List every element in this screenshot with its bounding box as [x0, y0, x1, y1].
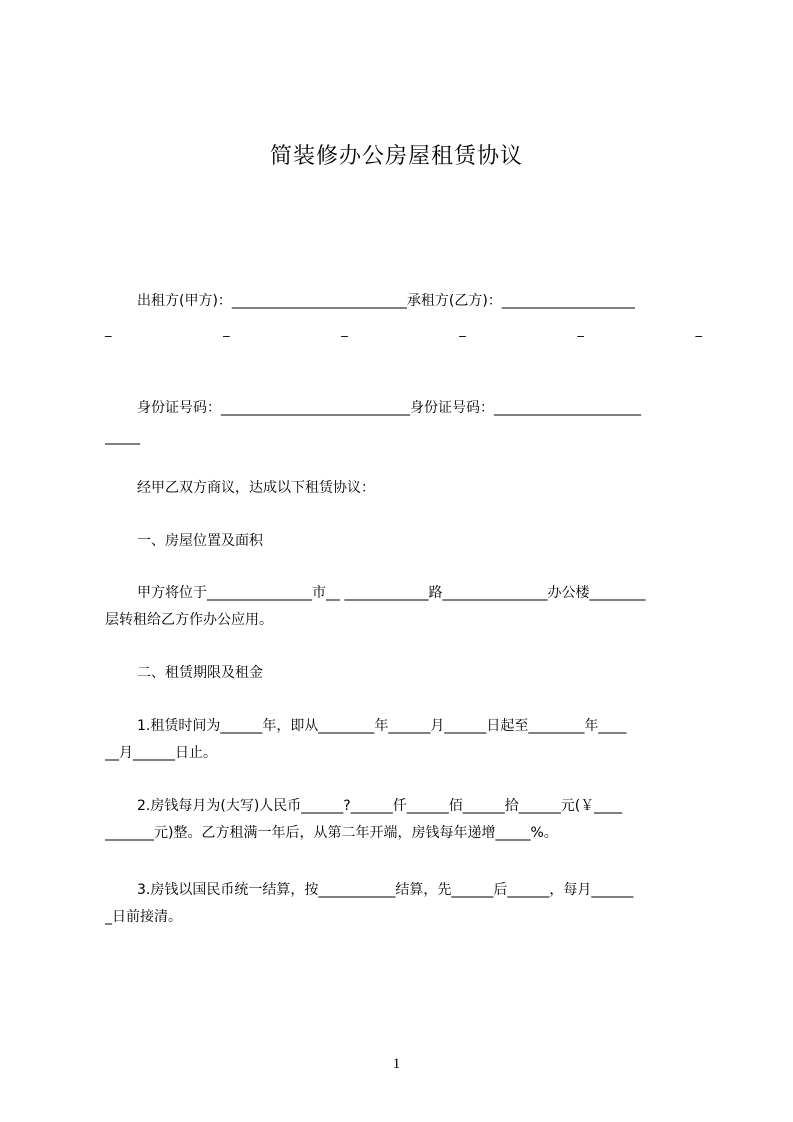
intro-paragraph: 经甲乙双方商议，达成以下租赁协议：	[137, 480, 375, 496]
page-number: 1	[392, 1056, 401, 1072]
settlement-line-1: 3.房钱以国民币统一结算，按___________结算，先______后______，每月______	[137, 882, 634, 898]
dash-mark: _	[341, 323, 348, 338]
dash-mark: _	[459, 323, 466, 338]
rent-amount-line-1: 2.房钱每月为(大写)人民币______?______仟______佰______拾______元(￥____	[137, 798, 623, 814]
dash-row	[105, 321, 702, 341]
section-heading-location: 一、房屋位置及面积	[137, 533, 263, 549]
dash-mark: _	[695, 323, 702, 338]
location-line-1: 甲方将位于_______________市__ ____________路_______________办公楼________	[137, 585, 646, 601]
parties-line: 出租方(甲方)：_________________________承租方(乙方)：___________________	[137, 293, 635, 309]
document-title: 简装修办公房屋租赁协议	[269, 144, 523, 169]
lease-term-line-1: 1.租赁时间为______年，即从________年______月______日起至________年____	[137, 718, 627, 734]
location-line-2: 层转租给乙方作办公应用。	[105, 612, 273, 628]
id-number-line: 身份证号码：___________________________身份证号码：_____________________	[137, 400, 641, 416]
lease-term-line-2: __月______日止。	[105, 745, 217, 761]
id-number-continuation: _____	[105, 429, 140, 445]
settlement-line-2: _日前接清。	[105, 909, 182, 925]
dash-mark: _	[577, 323, 584, 338]
rent-amount-line-2: _______元)整。乙方租满一年后，从第二年开端，房钱每年递增_____%。	[105, 825, 558, 841]
dash-mark: _	[105, 323, 112, 338]
section-heading-term-rent: 二、租赁期限及租金	[137, 665, 263, 681]
dash-mark: _	[223, 323, 230, 338]
